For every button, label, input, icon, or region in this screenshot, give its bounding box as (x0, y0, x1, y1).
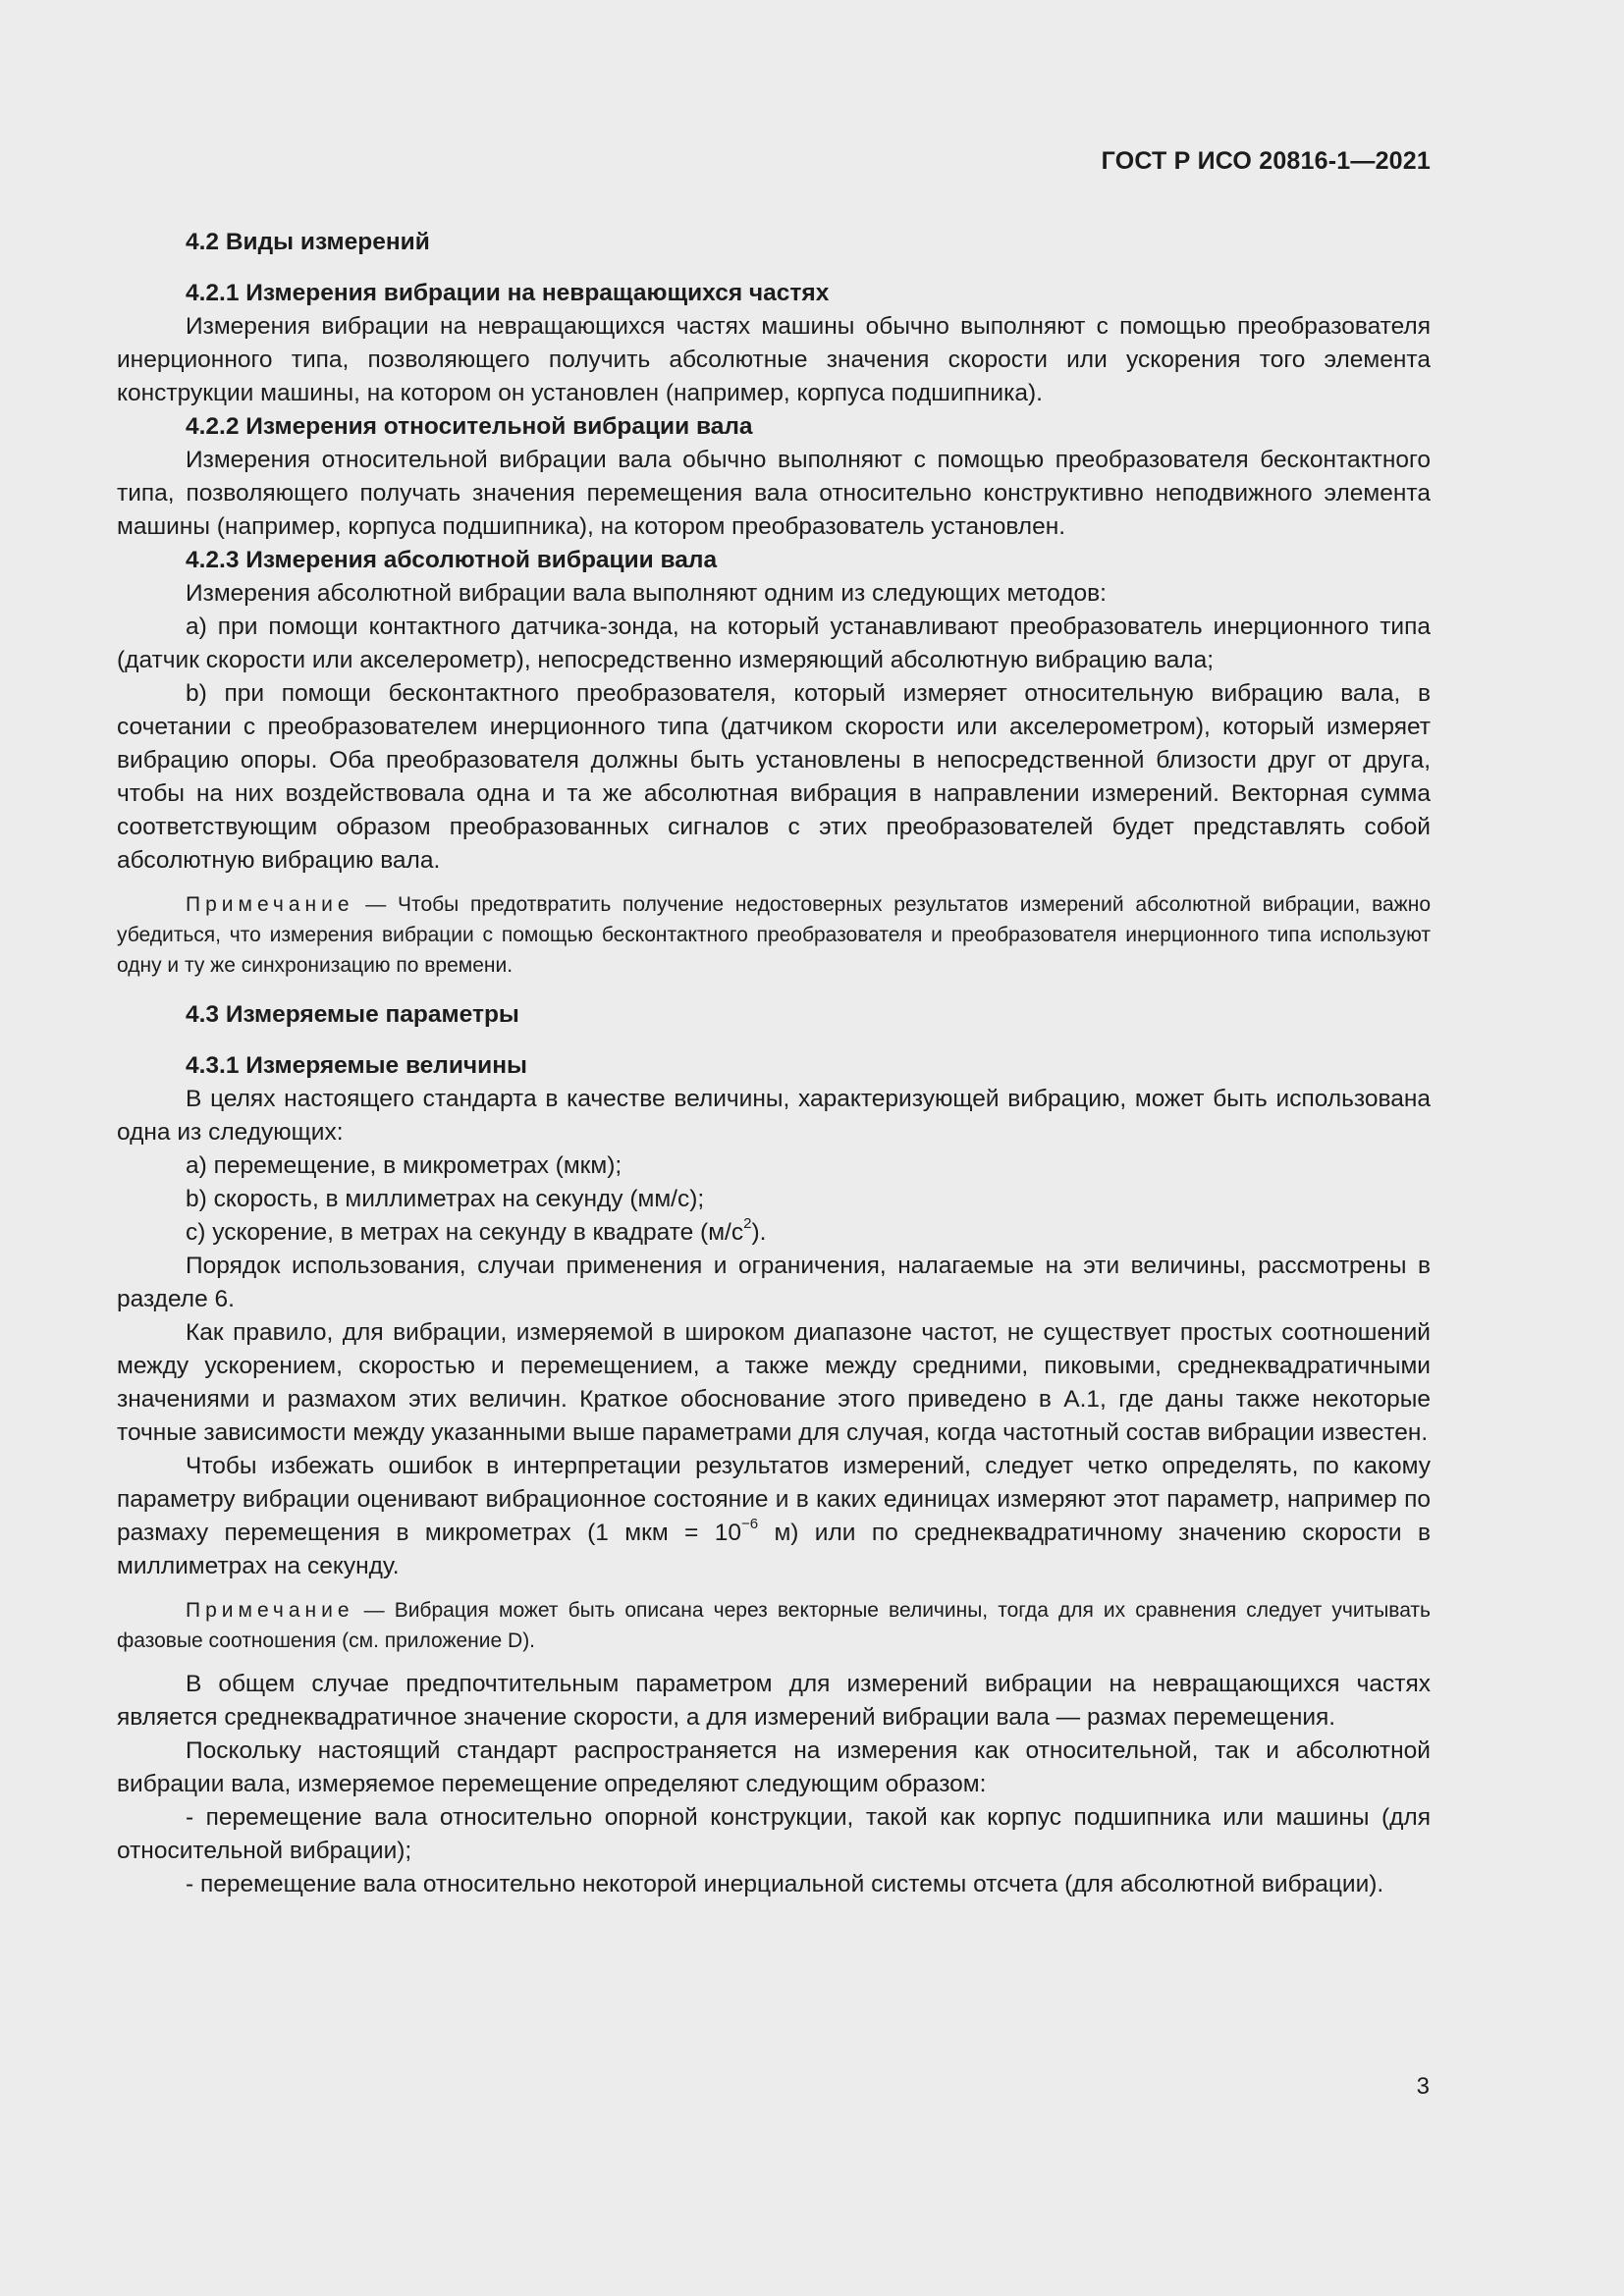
paragraph-relations: Как правило, для вибрации, измеряемой в широком диапазоне частот, не существует простых соотношений между ускорением, скоростью и перемещением, а также между средними, пиковыми, среднеквадратичными значениями и размахом этих величин. Краткое обоснование этого приведено в А.1, где даны также некоторые точные зависимости между указанными выше параметрами для случая, когда частотный состав вибрации известен. (117, 1319, 1431, 1446)
note-label: Примечание (186, 893, 354, 916)
dash-item-relative: - перемещение вала относительно опорной конструкции, такой как корпус подшипника или машины (для относительной вибрации); (117, 1804, 1431, 1864)
dash-item-absolute: - перемещение вала относительно некоторой инерциальной системы отсчета (для абсолютной вибрации). (186, 1871, 1384, 1897)
note-label: Примечание (186, 1599, 354, 1622)
section-4-3-1-heading: 4.3.1 Измеряемые величины (186, 1052, 527, 1079)
interpretation-text: Чтобы избежать ошибок в интерпретации результатов измерений, следует четко определять, по какому параметру вибрации оценивают вибрационное состояние и в каких единицах измеряют этот параметр, например по размаху перемещения в микрометрах (1 мкм = 10 (117, 1453, 1431, 1546)
list-item-a-displacement: a) перемещение, в микрометрах (мкм); (186, 1152, 623, 1179)
paragraph-interpretation (117, 1450, 1431, 1583)
section-4-2-2-heading: 4.2.2 Измерения относительной вибрации вала (186, 413, 753, 440)
document-body (117, 226, 1431, 1901)
item-c-text: c) ускорение, в метрах на секунду в квадрате (м/с (186, 1219, 744, 1246)
list-item-b-noncontact: b) при помощи бесконтактного преобразователя, который измеряет относительную вибрацию вала, в сочетании с преобразователем инерционного типа (датчиком скорости или акселерометром), который измеряет вибрацию опоры. Оба преобразователя должны быть установлены в непосредственной близости друг от друга, чтобы на них воздействовала одна и та же абсолютная вибрация в направлении измерений. Векторная сумма соответствующим образом преобразованных сигналов с этих преобразователей будет представлять собой абсолютную вибрацию вала. (117, 680, 1431, 874)
item-c-text-end: ). (751, 1219, 767, 1246)
note-synchronization (117, 889, 1431, 981)
note-vector-quantities (117, 1595, 1431, 1656)
paragraph-preferred-parameter: В общем случае предпочтительным параметром для измерений вибрации на невращающихся частях является среднеквадратичное значение скорости, а для измерений вибрации вала — размах перемещения. (117, 1671, 1431, 1731)
section-4-3-1-intro: В целях настоящего стандарта в качестве величины, характеризующей вибрацию, может быть использована одна из следующих: (117, 1086, 1431, 1146)
section-4-2-3-heading: 4.2.3 Измерения абсолютной вибрации вала (186, 547, 718, 573)
section-4-2-2-paragraph: Измерения относительной вибрации вала обычно выполняют с помощью преобразователя бесконтактного типа, позволяющего получать значения перемещения вала относительно конструктивно неподвижного элемента машины (например, корпуса подшипника), на котором преобразователь установлен. (117, 447, 1431, 540)
paragraph-displacement-definition: Поскольку настоящий стандарт распространяется на измерения как относительной, так и абсолютной вибрации вала, измеряемое перемещение определяют следующим образом: (117, 1737, 1431, 1797)
standard-code-header: ГОСТ Р ИСО 20816-1—2021 (1101, 147, 1431, 175)
section-4-2-heading: 4.2 Виды измерений (186, 229, 430, 255)
interpretation-superscript: −6 (740, 1515, 759, 1532)
paragraph-usage-order: Порядок использования, случаи применения и ограничения, налагаемые на эти величины, рассмотрены в разделе 6. (117, 1253, 1431, 1312)
note-text: — Вибрация может быть описана через векторные величины, тогда для их сравнения следует учитывать фазовые соотношения (см. приложение D). (117, 1599, 1431, 1652)
list-item-a-contact-probe: a) при помощи контактного датчика-зонда, на который устанавливают преобразователь инерционного типа (датчик скорости или акселерометр), непосредственно измеряющий абсолютную вибрацию вала; (117, 614, 1431, 673)
section-4-2-1-paragraph: Измерения вибрации на невращающихся частях машины обычно выполняют с помощью преобразователя инерционного типа, позволяющего получить абсолютные значения скорости или ускорения того элемента конструкции машины, на котором он установлен (например, корпуса подшипника). (117, 313, 1431, 406)
list-item-b-velocity: b) скорость, в миллиметрах на секунду (мм/с); (186, 1186, 705, 1212)
interpretation-text-end: м) или по среднеквадратичному значению скорости в миллиметрах на секунду. (117, 1520, 1431, 1579)
section-4-3-heading: 4.3 Измеряемые параметры (186, 1001, 519, 1028)
section-4-2-3-intro: Измерения абсолютной вибрации вала выполняют одним из следующих методов: (186, 580, 1107, 607)
list-item-c-acceleration (117, 1216, 1431, 1250)
page-number: 3 (1416, 2073, 1430, 2100)
item-c-superscript: 2 (743, 1214, 752, 1232)
note-text: — Чтобы предотвратить получение недостоверных результатов измерений абсолютной вибрации, важно убедиться, что измерения вибрации с помощью бесконтактного преобразователя и преобразователя инерционного типа используют одну и ту же синхронизацию по времени. (117, 893, 1431, 977)
section-4-2-1-heading: 4.2.1 Измерения вибрации на невращающихся частях (186, 280, 830, 306)
